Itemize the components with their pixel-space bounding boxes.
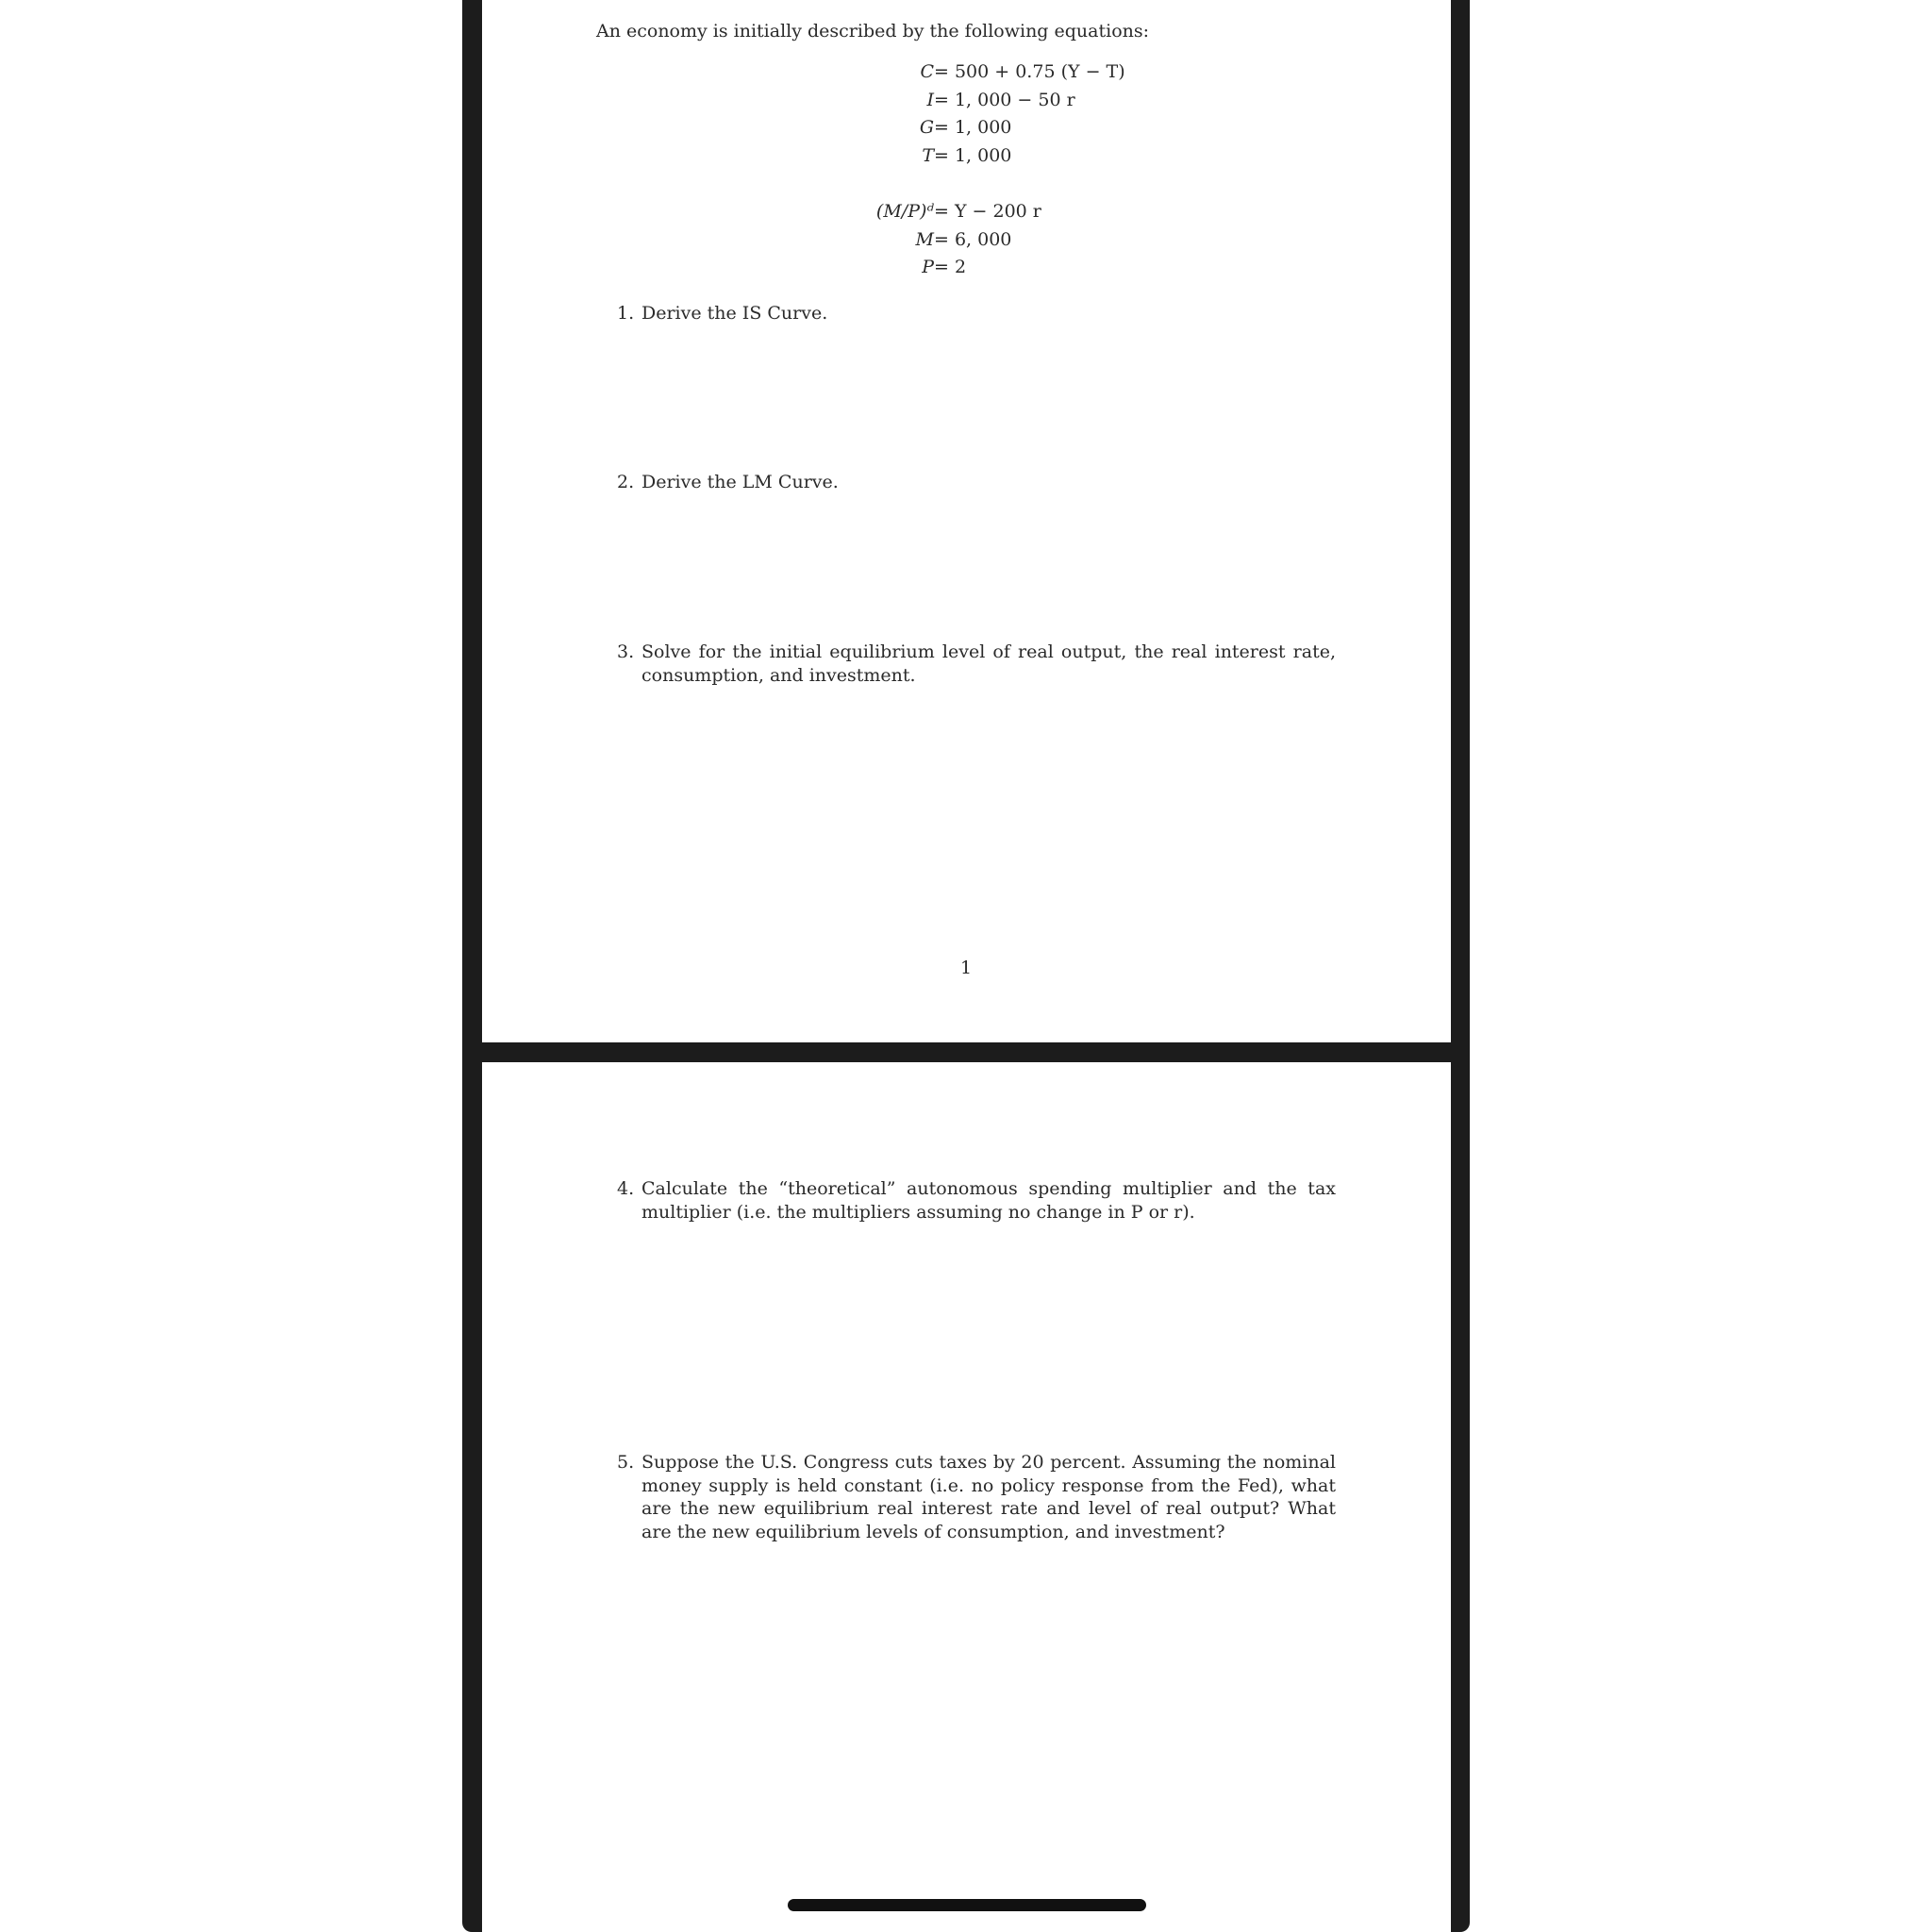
- question-1: [617, 302, 1336, 325]
- equation-rhs: = 1, 000: [934, 144, 1012, 166]
- equation-investment: [0, 87, 1932, 115]
- equation-lhs: P: [922, 257, 934, 277]
- question-4: [617, 1177, 1336, 1224]
- equation-lhs: C: [920, 61, 934, 82]
- question-text: Solve for the initial equilibrium level of real output, the real interest rate, consumption, and investment.: [641, 641, 1336, 686]
- equation-lhs: M: [915, 228, 934, 250]
- equation-money-demand: [0, 198, 1932, 226]
- question-text: Derive the IS Curve.: [641, 303, 828, 324]
- page-number: 1: [960, 958, 973, 978]
- equation-lhs: T: [922, 144, 934, 166]
- question-text: Calculate the “theoretical” autonomous spending multiplier and the tax multiplier (i.e. the multipliers assuming no change in P or r).: [641, 1178, 1336, 1223]
- equation-rhs: = 6, 000: [934, 228, 1012, 250]
- question-number: 4.: [617, 1178, 635, 1199]
- equation-lhs: G: [919, 117, 934, 138]
- question-number: 5.: [617, 1452, 635, 1473]
- home-indicator-bar[interactable]: [788, 1899, 1146, 1911]
- question-text: Suppose the U.S. Congress cuts taxes by 20 percent. Assuming the nominal money supply is held constant (i.e. no policy response from the Fed), what are the new equilibrium real interest rate and level of real output? What are the new equilibrium levels of consumption, and investment?: [641, 1452, 1336, 1542]
- question-5: [617, 1451, 1336, 1543]
- question-3: [617, 641, 1336, 687]
- equation-rhs: = 500 + 0.75 (Y − T): [934, 61, 1125, 82]
- equation-rhs: = 2: [934, 257, 967, 277]
- equation-price-level: [0, 254, 1932, 282]
- question-number: 2.: [617, 472, 635, 492]
- goods-market-equations: [0, 58, 1932, 170]
- equation-rhs: = Y − 200 r: [934, 201, 1041, 222]
- equation-rhs: = 1, 000 − 50 r: [934, 89, 1075, 110]
- question-number: 1.: [617, 303, 635, 324]
- intro-text: An economy is initially described by the following equations:: [596, 21, 1150, 42]
- equation-money-supply: [0, 226, 1932, 255]
- equation-government: [0, 114, 1932, 142]
- equation-consumption: [0, 58, 1932, 87]
- question-2: [617, 471, 1336, 494]
- equation-lhs: I: [926, 89, 934, 110]
- money-market-equations: [0, 198, 1932, 282]
- question-text: Derive the LM Curve.: [641, 472, 839, 492]
- question-number: 3.: [617, 641, 635, 662]
- equation-rhs: = 1, 000: [934, 117, 1012, 138]
- equation-taxes: [0, 142, 1932, 171]
- equation-lhs: (M/P)ᵈ: [875, 201, 934, 222]
